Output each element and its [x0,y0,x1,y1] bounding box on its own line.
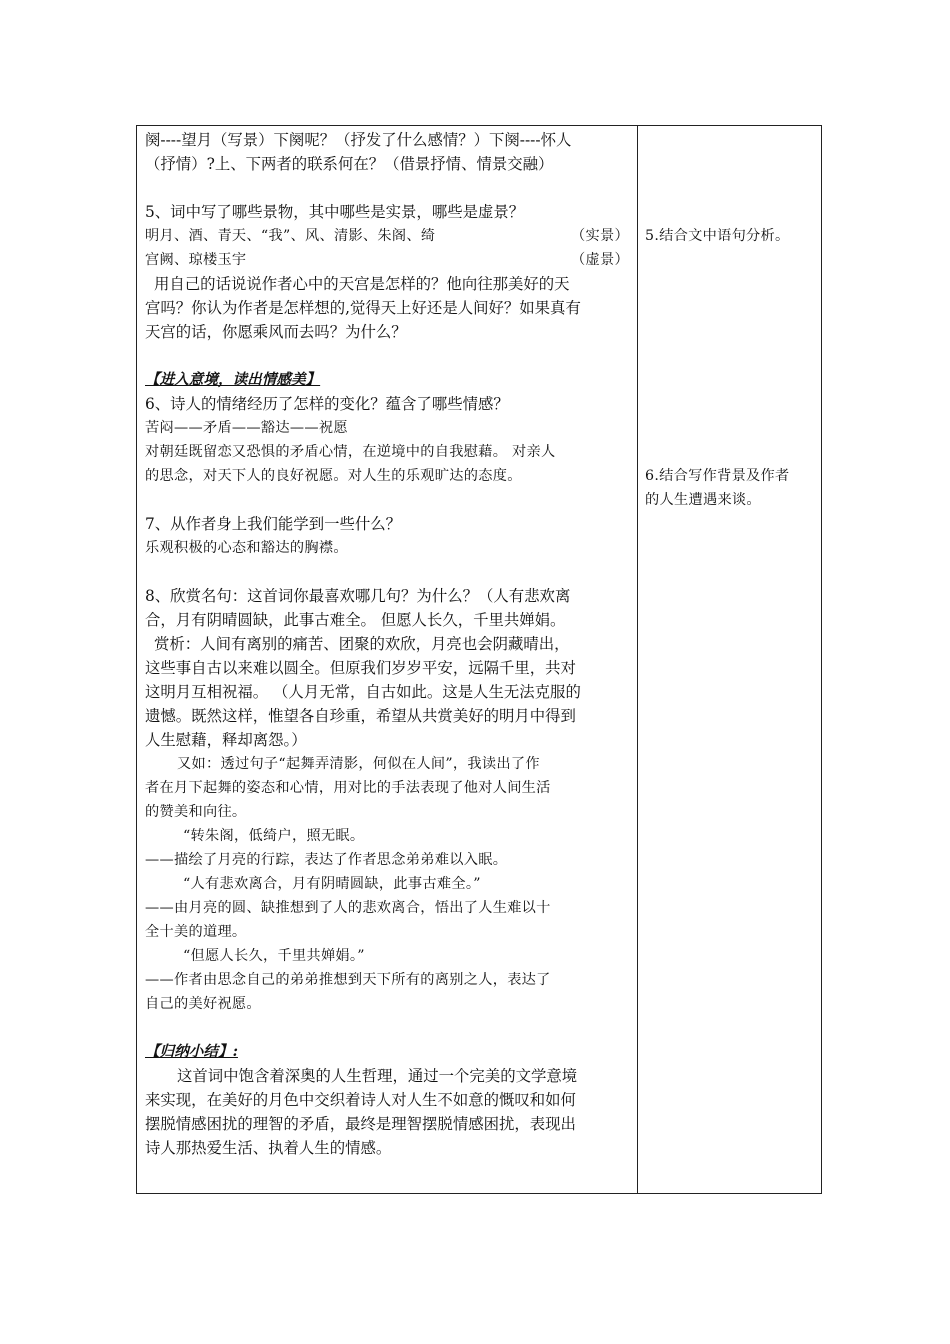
text-line: 全十美的道理。 [145,924,247,940]
virtual-scenery-items: 宫阙、琼楼玉宇 [145,252,247,268]
question-5: 5、词中写了哪些景物，其中哪些是实景，哪些是虚景？ [145,203,525,221]
quote-line: “转朱阁，低绮户，照无眠。 [183,828,365,844]
side-note-5 [645,224,817,248]
text-line: 的赞美和向往。 [145,804,247,820]
lesson-table [136,125,822,1194]
text-line: ——描绘了月亮的行踪，表达了作者思念弟弟难以入眠。 [145,852,508,868]
text-line: 的思念，对天下人的良好祝愿。对人生的乐观旷达的态度。 [145,468,522,484]
real-scenery-items: 明月、酒、青天、“我”、风、清影、朱阁、绮 [145,228,436,244]
section-heading-emotion: 【进入意境，读出情感美】 [145,371,321,388]
text-line: （抒情）?上、下两者的联系何在？（借景抒情、情景交融） [145,155,554,173]
text-line: 用自己的话说说作者心中的天宫是怎样的？他向往那美好的天 [154,275,570,293]
side-note-text: 5.结合文中语句分析。 [645,228,790,244]
side-note-text: 6.结合写作背景及作者 [645,468,790,484]
side-note-6 [645,464,817,512]
text-line: 遗憾。既然这样，惟望各自珍重，希望从共赏美好的明月中得到 [145,707,576,725]
emotion-sequence: 苦闷——矛盾——豁达——祝愿 [145,420,348,436]
real-scenery-tag: （实景） [571,228,629,244]
appreciation: 赏析：人间有离别的痛苦、团聚的欢欣，月亮也会阴藏晴出， [154,635,570,653]
text-line: 自己的美好祝愿。 [145,996,261,1012]
question-6: 6、诗人的情绪经历了怎样的变化？蕴含了哪些情感？ [145,395,509,413]
answer-7: 乐观积极的心态和豁达的胸襟。 [145,540,348,556]
quote-line: “但愿人长久，千里共婵娟。” [183,948,365,964]
virtual-scenery-tag: （虚景） [571,252,629,268]
quote-line: “人有悲欢离合，月有阴晴圆缺，此事古难全。” [183,876,481,892]
text-line: 人生慰藉，释却离怨。） [145,731,307,749]
text-line: ——由月亮的圆、缺推想到了人的悲欢离合，悟出了人生难以十 [145,900,551,916]
text-line: 对朝廷既留恋又恐惧的矛盾心情，在逆境中的自我慰藉。 对亲人 [145,444,556,460]
text-line: 阕----望月（写景）下阕呢？（抒发了什么感情？）下阕----怀人 [145,131,572,149]
text-line: ——作者由思念自己的弟弟推想到天下所有的离别之人，表达了 [145,972,551,988]
main-column [145,128,629,1160]
text-line: 来实现，在美好的月色中交织着诗人对人生不如意的慨叹和如何 [145,1091,576,1109]
virtual-scenery-line [145,248,629,272]
text-line: 这些事自古以来难以圆全。但原我们岁岁平安，远隔千里，共对 [145,659,576,677]
text-line: 这明月互相祝福。 （人月无常，自古如此。这是人生无法克服的 [145,683,581,701]
side-note-text: 的人生遭遇来谈。 [645,492,761,508]
column-divider [637,126,638,1193]
text-line: 诗人那热爱生活、执着人生的情感。 [145,1139,392,1157]
text-line: 合，月有阴晴圆缺，此事古难全。 但愿人长久，千里共婵娟。 [145,611,566,629]
text-line: 摆脱情感困扰的理智的矛盾，最终是理智摆脱情感困扰，表现出 [145,1115,576,1133]
summary-text: 这首词中饱含着深奥的人生哲理，通过一个完美的文学意境 [177,1067,578,1085]
section-heading-summary: 【归纳小结】: [145,1043,238,1060]
text-line: 天宫的话，你愿乘风而去吗？为什么？ [145,323,407,341]
text-line: 宫吗？你认为作者是怎样想的,觉得天上好还是人间好？如果真有 [145,299,581,317]
question-7: 7、从作者身上我们能学到一些什么？ [145,515,402,533]
text-line: 者在月下起舞的姿态和心情，用对比的手法表现了他对人间生活 [145,780,551,796]
real-scenery-line [145,224,629,248]
question-8: 8、欣赏名句：这首词你最喜欢哪几句？为什么？（人有悲欢离 [145,587,571,605]
example-intro: 又如：透过句子“起舞弄清影，何似在人间”，我读出了作 [177,756,540,772]
